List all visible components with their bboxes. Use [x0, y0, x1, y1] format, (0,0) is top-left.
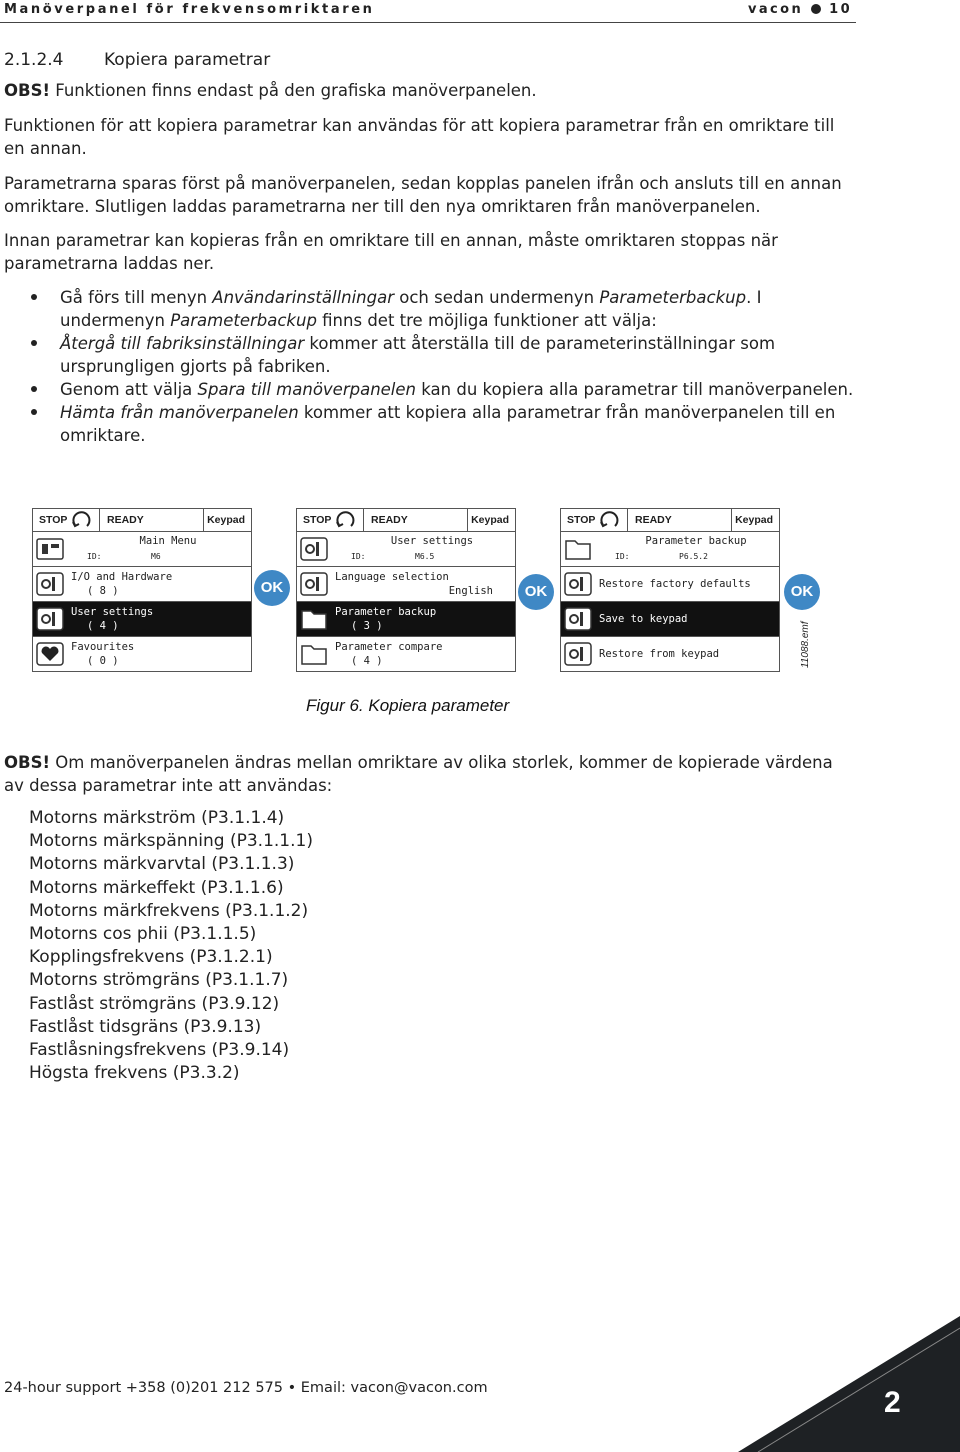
list-item: [4, 286, 856, 332]
menu-header: [33, 532, 251, 567]
text: kommer att återställa till de parameterinställningar som ursprungligen gjorts på fabriken.: [60, 334, 776, 376]
menu-item-label: Language selection: [335, 571, 449, 583]
stop-status: STOP: [303, 514, 332, 526]
menu-item-count: ( 4 ): [87, 620, 119, 632]
menu-item-label: Parameter backup: [335, 606, 437, 618]
rotation-icon: [71, 511, 93, 529]
id-label: ID:: [87, 552, 102, 561]
settings-icon: [300, 571, 328, 597]
menu-title: Parameter backup: [645, 535, 747, 547]
menu-item-io-hardware[interactable]: [33, 567, 251, 602]
list-item: [4, 401, 856, 447]
list-item: Högsta frekvens (P3.3.2): [29, 1063, 240, 1084]
header-brand-page: [748, 2, 852, 17]
menu-name: Användarinställningar: [212, 288, 394, 307]
section-number: 2.1.2.4: [4, 50, 64, 70]
section-title: Kopiera parametrar: [104, 50, 271, 70]
user-settings-icon: [300, 536, 328, 562]
menu-item-favourites[interactable]: [33, 637, 251, 671]
header-divider: [0, 22, 856, 23]
rotation-icon: [599, 511, 621, 529]
keypad-panel-user-settings: [296, 508, 516, 672]
text: Genom att välja: [60, 380, 198, 399]
list-item: Kopplingsfrekvens (P3.1.2.1): [29, 947, 273, 968]
menu-item-label: Restore from keypad: [599, 648, 720, 660]
status-bar: [297, 509, 515, 532]
obs-note-1: [4, 79, 856, 102]
status-bar: [33, 509, 251, 532]
folder-icon: [300, 606, 328, 632]
divider: [627, 509, 628, 531]
menu-item-label: Favourites: [71, 641, 135, 653]
obs-note-1-text: Funktionen finns endast på den grafiska manöverpanelen.: [50, 81, 537, 100]
paragraph-procedure: Parametrarna sparas först på manöverpanelen, sedan kopplas panelen ifrån och ansluts till en annan omriktare. Slutligen laddas parametrarna ner till den nya omriktaren från manöverpanelen.: [4, 174, 842, 216]
submenu-name: Parameterbackup: [599, 288, 747, 307]
id-label: ID:: [351, 552, 366, 561]
control-place: Keypad: [207, 514, 245, 526]
obs-note-2-text: Om manöverpanelen ändras mellan omriktare av olika storlek, kommer de kopierade värdena av dessa parametrar inte att användas:: [4, 753, 833, 795]
parameter-list: [29, 807, 313, 1085]
obs-label: OBS!: [4, 81, 51, 100]
menu-header: [297, 532, 515, 567]
list-item: Motorns cos phii (P3.1.1.5): [29, 924, 257, 945]
list-item: Motorns strömgräns (P3.1.1.7): [29, 970, 289, 991]
obs-note-2: [4, 751, 856, 797]
page-corner-shape: [738, 1316, 960, 1452]
section-heading: [4, 50, 270, 70]
ok-button[interactable]: OK: [254, 570, 290, 606]
divider: [467, 509, 468, 531]
main-menu-icon: [36, 536, 64, 562]
divider: [99, 509, 100, 531]
control-place: Keypad: [735, 514, 773, 526]
brand-name: vacon: [748, 2, 804, 17]
paragraph-stop-note: Innan parametrar kan kopieras från en omriktare till en annan, måste omriktaren stoppas när parametrarna laddas ner.: [4, 231, 778, 273]
ready-status: READY: [371, 514, 408, 526]
menu-item-count: ( 4 ): [351, 655, 383, 667]
settings-icon: [564, 606, 592, 632]
function-name: Återgå till fabriksinställningar: [60, 334, 305, 353]
id-value: M6: [151, 552, 161, 561]
keypad-panel-main-menu: [32, 508, 252, 672]
menu-item-label: User settings: [71, 606, 154, 618]
text: . I undermenyn: [60, 288, 762, 330]
menu-item-parameter-compare[interactable]: [297, 637, 515, 671]
page-number: 2: [884, 1386, 901, 1419]
status-bar: [561, 509, 779, 532]
rotation-icon: [335, 511, 357, 529]
menu-item-label: Restore factory defaults: [599, 578, 751, 590]
ready-status: READY: [107, 514, 144, 526]
list-item: [4, 332, 856, 378]
id-value: P6.5.2: [679, 552, 708, 561]
paragraph-intro: Funktionen för att kopiera parametrar kan användas för att kopiera parametrar från en omriktare till en annan.: [4, 116, 835, 158]
menu-item-label: Save to keypad: [599, 613, 688, 625]
figure-caption: Figur 6. Kopiera parameter: [306, 696, 510, 715]
user-settings-icon: [36, 606, 64, 632]
menu-header: [561, 532, 779, 567]
id-value: M6.5: [415, 552, 435, 561]
list-item: [4, 378, 856, 401]
menu-item-count: ( 3 ): [351, 620, 383, 632]
text: kommer att kopiera alla parametrar från manöverpanelen till en omriktare.: [60, 403, 836, 445]
control-place: Keypad: [471, 514, 509, 526]
menu-item-count: ( 0 ): [87, 655, 119, 667]
keypad-panel-parameter-backup: [560, 508, 780, 672]
text: finns det tre möjliga funktioner att välja:: [316, 311, 657, 330]
menu-item-value: English: [448, 585, 493, 597]
divider: [731, 509, 732, 531]
ok-button[interactable]: OK: [784, 574, 820, 610]
function-name: Spara till manöverpanelen: [197, 380, 417, 399]
menu-title: User settings: [390, 535, 474, 547]
header-title: Manöverpanel för frekvensomriktaren: [4, 2, 375, 17]
list-item: Fastlåsningsfrekvens (P3.9.14): [29, 1040, 290, 1061]
text: kan du kopiera alla parametrar till manöverpanelen.: [416, 380, 854, 399]
menu-item-save-to-keypad[interactable]: [561, 602, 779, 637]
folder-icon: [564, 536, 592, 562]
heart-icon: [36, 641, 64, 667]
menu-item-restore-from-keypad[interactable]: [561, 637, 779, 671]
text: och sedan undermenyn: [394, 288, 600, 307]
list-item: Motorns märkfrekvens (P3.1.1.2): [29, 900, 309, 921]
list-item: Fastlåst tidsgräns (P3.9.13): [29, 1016, 262, 1037]
stop-status: STOP: [567, 514, 596, 526]
list-item: Motorns märkvarvtal (P3.1.1.3): [29, 854, 295, 875]
ok-button[interactable]: OK: [518, 574, 554, 610]
text: Gå förs till menyn: [60, 288, 213, 307]
list-item: Fastlåst strömgräns (P3.9.12): [29, 993, 280, 1014]
function-name: Hämta från manöverpanelen: [60, 403, 299, 422]
io-hardware-icon: [36, 571, 64, 597]
settings-icon: [564, 641, 592, 667]
menu-item-label: I/O and Hardware: [71, 571, 173, 583]
stop-status: STOP: [39, 514, 68, 526]
menu-item-count: ( 8 ): [87, 585, 119, 597]
menu-item-parameter-backup[interactable]: [297, 602, 515, 637]
footer-contact: 24-hour support +358 (0)201 212 575 • Email: vacon@vacon.com: [4, 1380, 488, 1396]
obs-label: OBS!: [4, 753, 51, 772]
ready-status: READY: [635, 514, 672, 526]
menu-item-restore-factory-defaults[interactable]: [561, 567, 779, 602]
list-item: Motorns märkeffekt (P3.1.1.6): [29, 877, 284, 898]
instruction-list: [4, 286, 856, 447]
divider: [203, 509, 204, 531]
menu-item-user-settings[interactable]: [33, 602, 251, 637]
bullet-dot-icon: [811, 4, 821, 14]
id-label: ID:: [615, 552, 630, 561]
submenu-name: Parameterbackup: [170, 311, 317, 330]
settings-icon: [564, 571, 592, 597]
menu-item-label: Parameter compare: [335, 641, 443, 653]
menu-title: Main Menu: [139, 535, 197, 547]
folder-icon: [300, 641, 328, 667]
list-item: Motorns märkström (P3.1.1.4): [29, 808, 285, 828]
divider: [363, 509, 364, 531]
header-page-number: 10: [829, 2, 853, 17]
list-item: Motorns märkspänning (P3.1.1.1): [29, 831, 313, 852]
menu-item-language[interactable]: [297, 567, 515, 602]
figure-file-label: 11088.emf: [800, 621, 811, 668]
